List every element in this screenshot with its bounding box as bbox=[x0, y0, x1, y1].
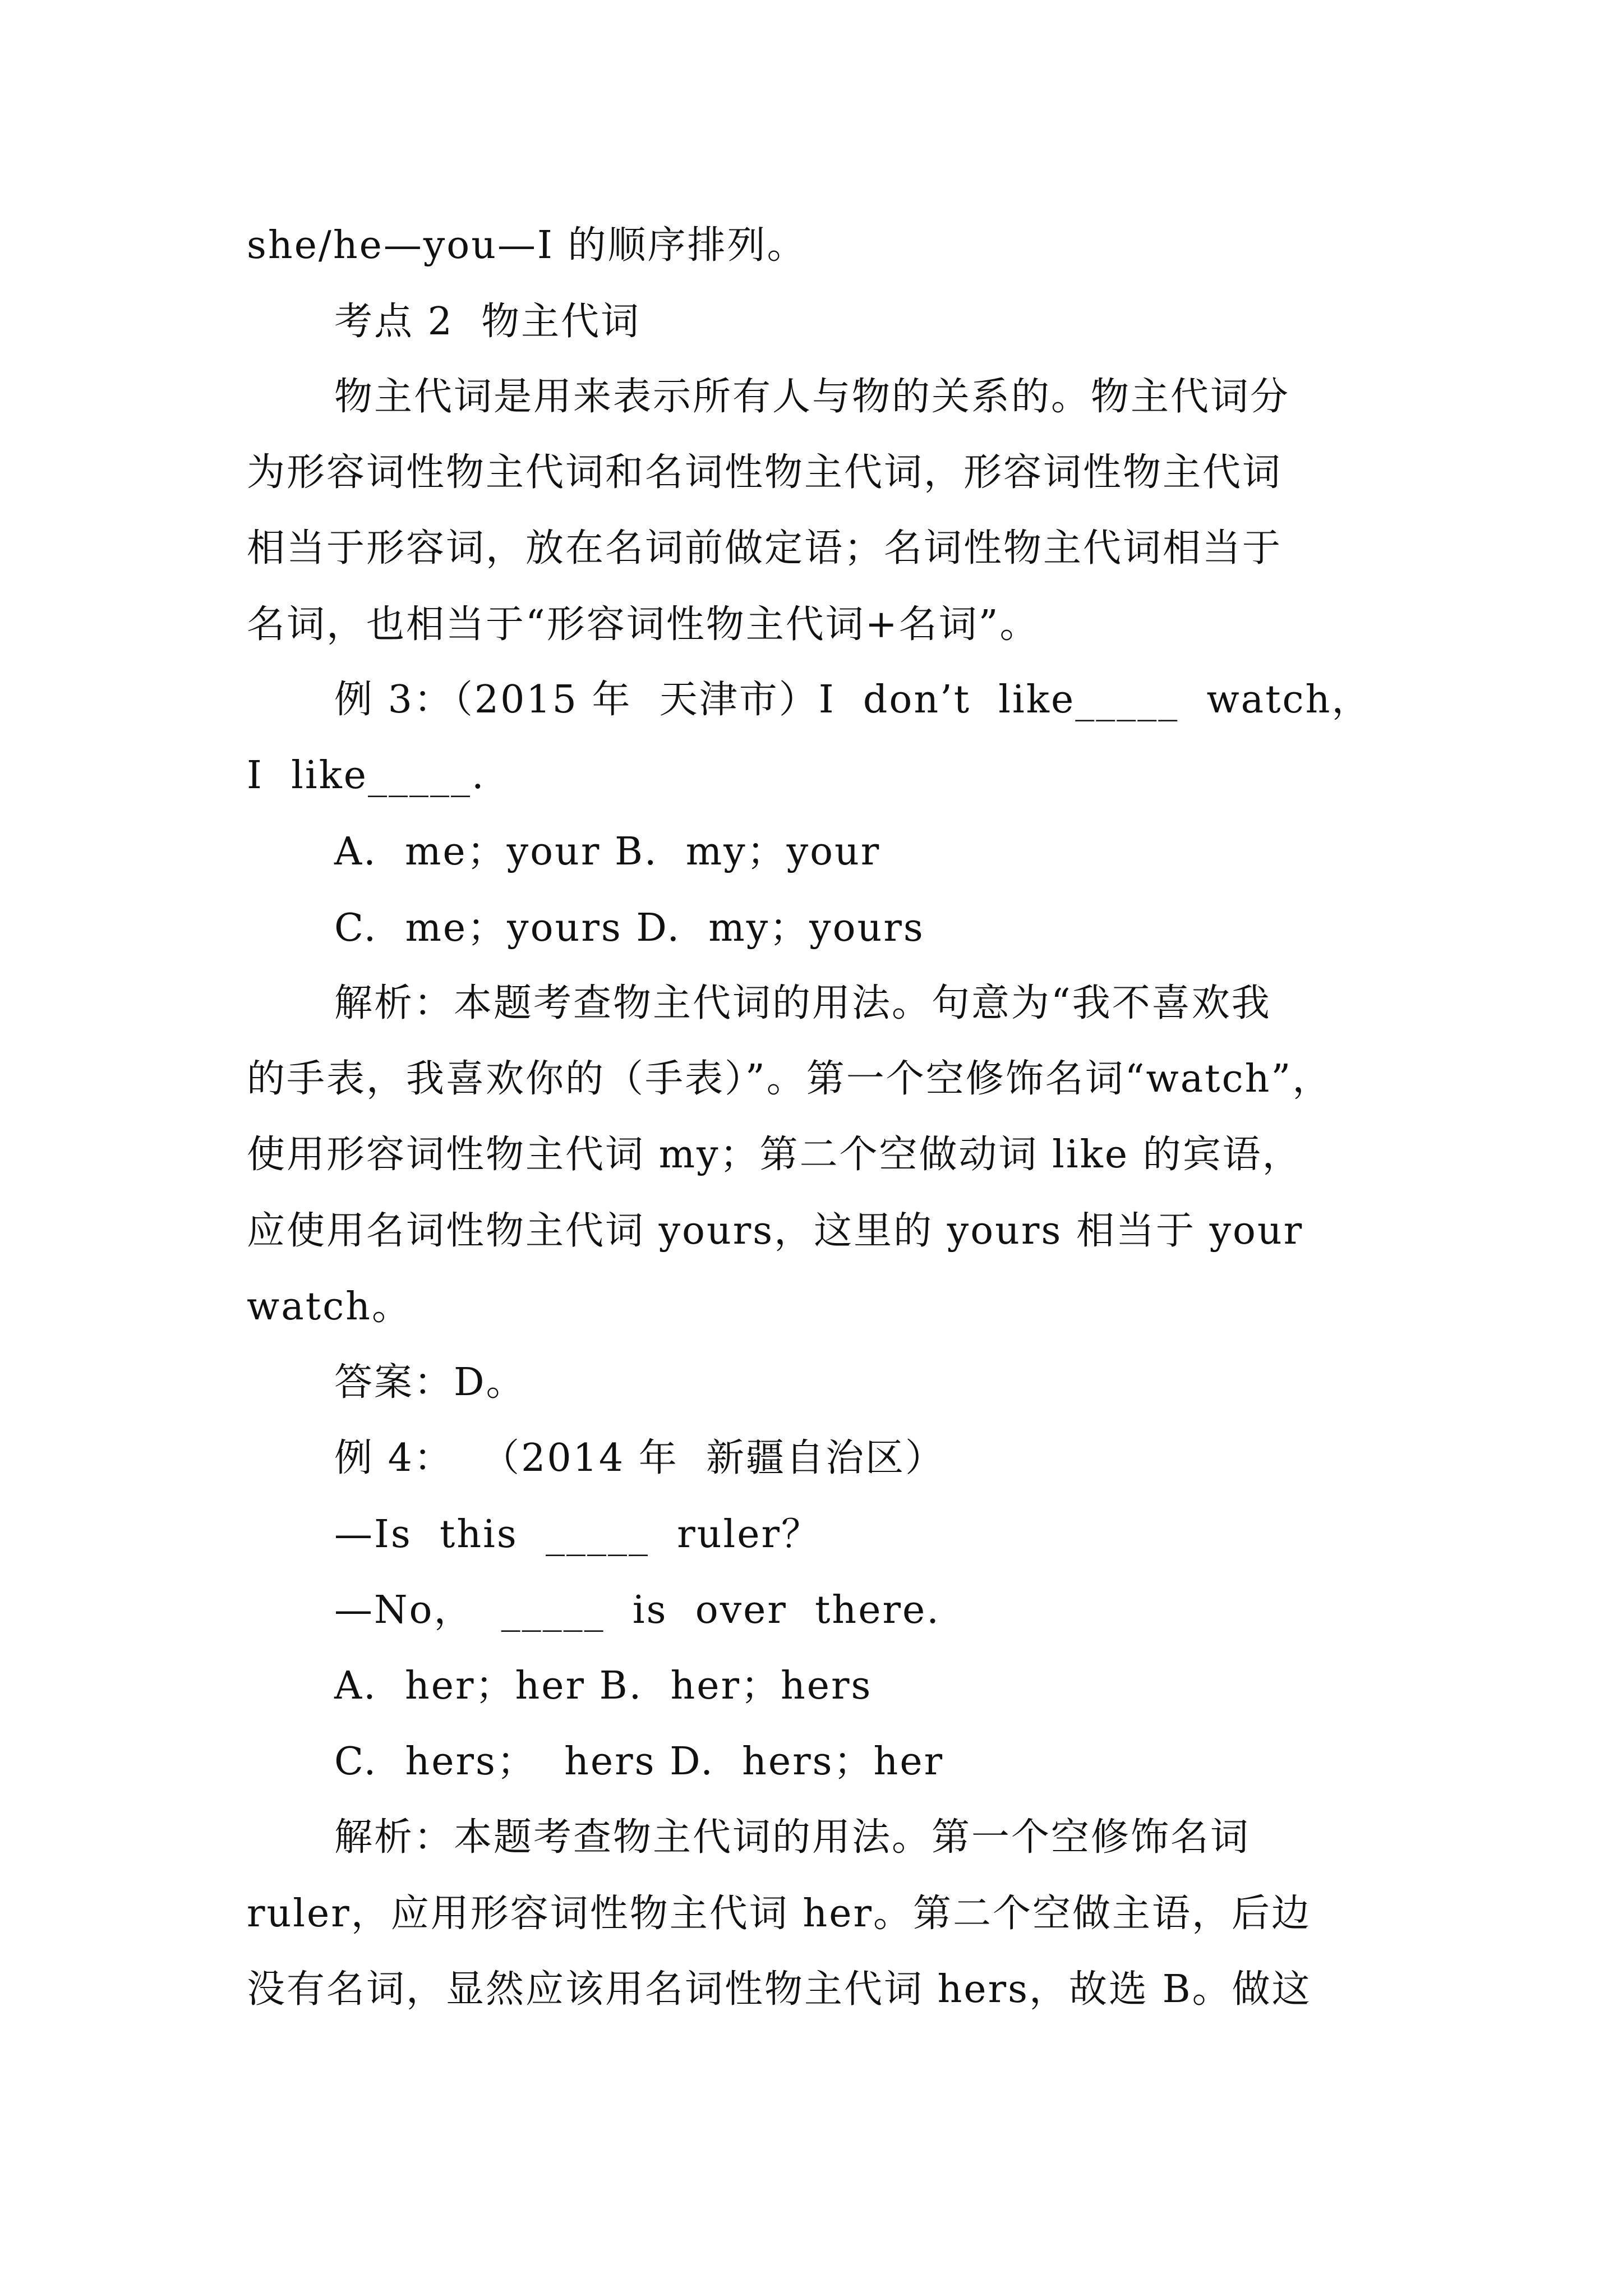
text-line: 物主代词是用来表示所有人与物的关系的。物主代词分 bbox=[334, 375, 1290, 419]
text-line: 为形容词性物主代词和名词性物主代词，形容词性物主代词 bbox=[247, 450, 1283, 495]
text-line: 的手表，我喜欢你的（手表）”。第一个空修饰名词“watch”， bbox=[247, 1057, 1332, 1101]
option-line: A. me；your B. my；your bbox=[334, 830, 881, 874]
option-line: C. me；yours D. my；yours bbox=[334, 906, 925, 950]
analysis-line: 解析：本题考查物主代词的用法。第一个空修饰名词 bbox=[334, 1815, 1251, 1860]
option-line: A. her；her B. her；hers bbox=[334, 1664, 873, 1708]
section-heading: 考点 2 物主代词 bbox=[334, 300, 641, 344]
analysis-line: 解析：本题考查物主代词的用法。句意为“我不喜欢我 bbox=[334, 981, 1271, 1025]
text-line: 相当于形容词，放在名词前做定语；名词性物主代词相当于 bbox=[247, 526, 1283, 570]
dialogue-line: —No， _____ is over there. bbox=[334, 1588, 940, 1632]
text-line: 使用形容词性物主代词 my；第二个空做动词 like 的宾语， bbox=[247, 1133, 1302, 1177]
dialogue-line: —Is this _____ ruler？ bbox=[334, 1512, 822, 1557]
text-line: 名词，也相当于“形容词性物主代词+名词”。 bbox=[247, 602, 1040, 647]
text-line: I like_____. bbox=[247, 753, 486, 798]
text-line: 没有名词，显然应该用名词性物主代词 hers，故选 B。做这 bbox=[247, 1967, 1312, 2012]
answer-line: 答案：D。 bbox=[334, 1360, 526, 1405]
example-heading: 例 3：（2015 年 天津市）I don’t like_____ watch， bbox=[334, 678, 1372, 722]
text-line: 应使用名词性物主代词 yours，这里的 yours 相当于 your bbox=[247, 1209, 1304, 1253]
text-line: ruler，应用形容词性物主代词 her。第二个空做主语，后边 bbox=[247, 1892, 1311, 1936]
option-line: C. hers； hers D. hers；her bbox=[334, 1740, 944, 1784]
text-line: she/he—you—I 的顺序排列。 bbox=[247, 223, 807, 268]
example-heading: 例 4： （2014 年 新疆自治区） bbox=[334, 1436, 946, 1480]
text-line: watch。 bbox=[247, 1285, 412, 1329]
